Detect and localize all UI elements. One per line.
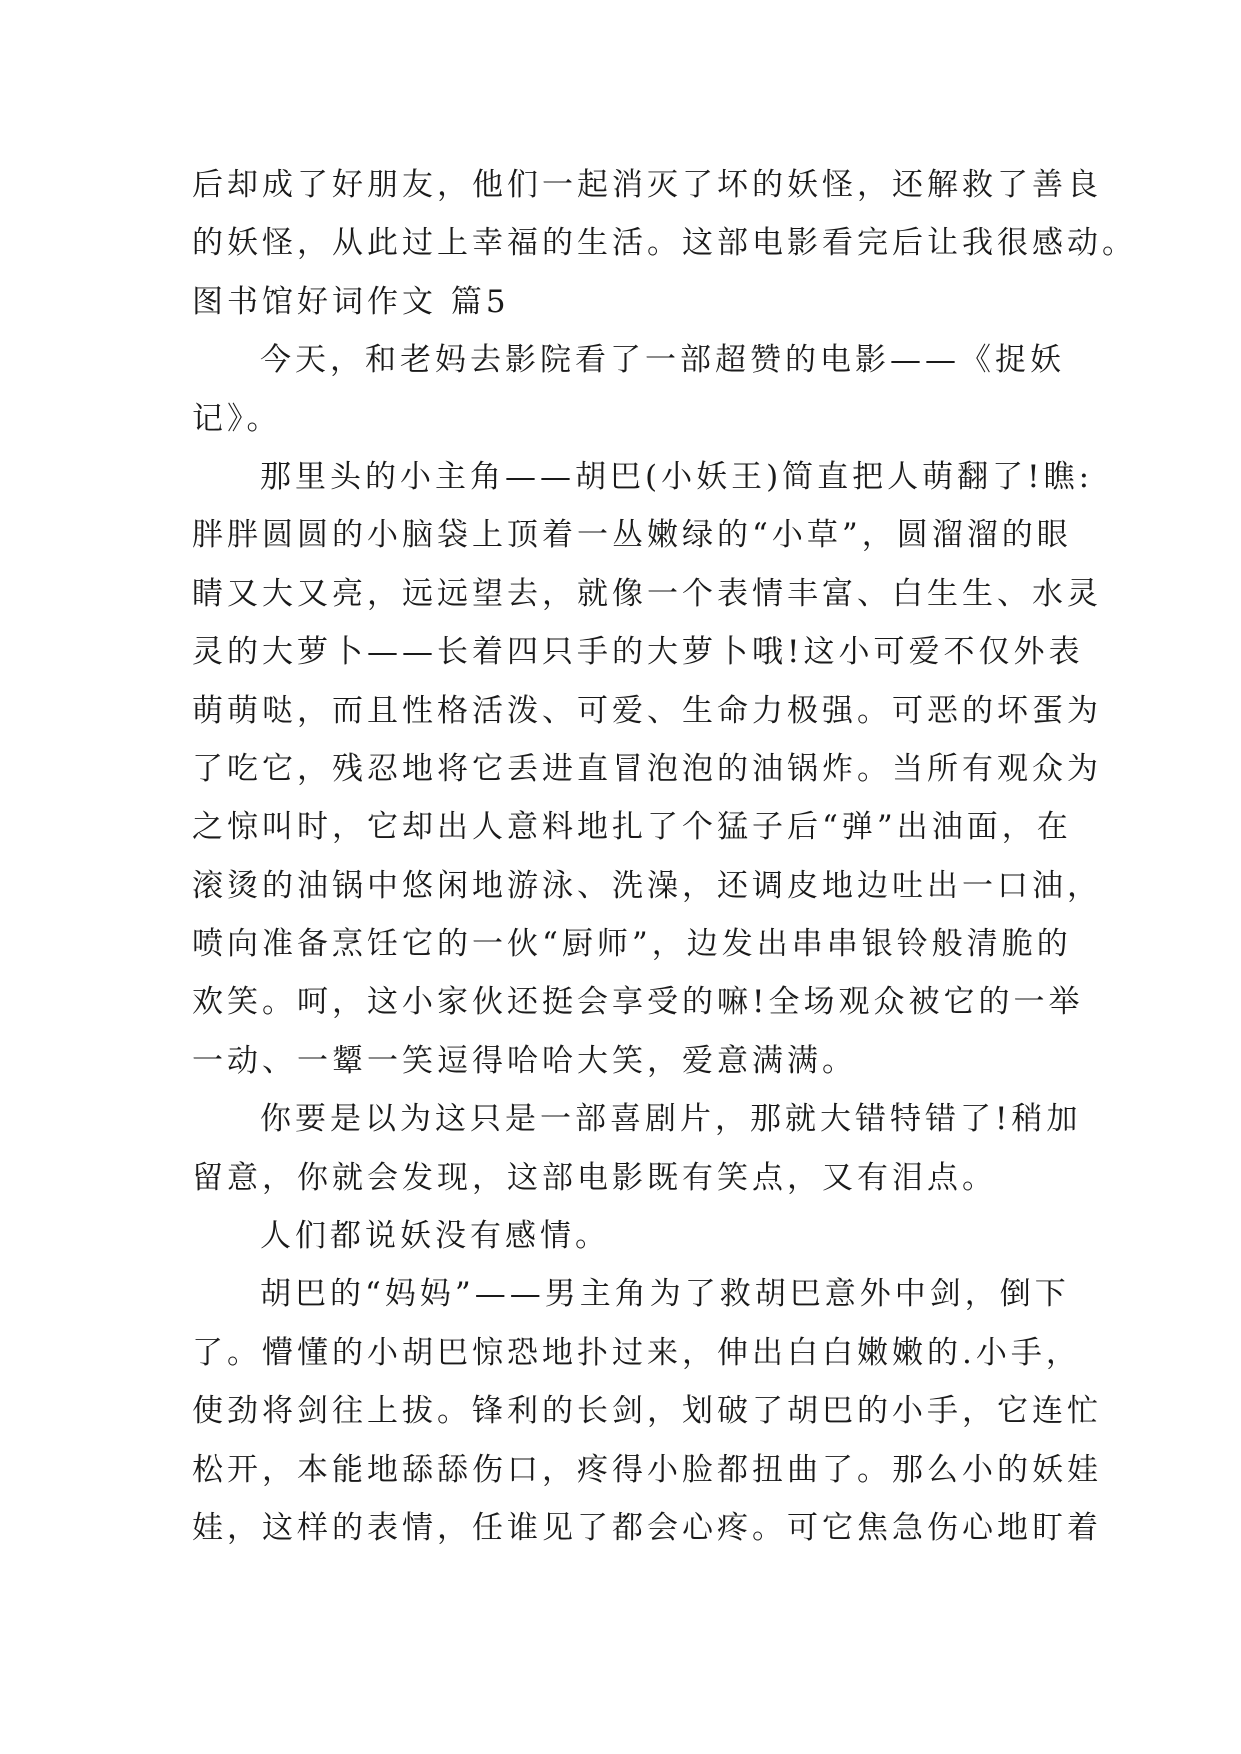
text-line: 之惊叫时，它却出人意料地扎了个猛子后“弹”出油面，在	[192, 809, 1072, 846]
text-line: 娃，这样的表情，任谁见了都会心疼。可它焦急伤心地盯着	[192, 1509, 1102, 1546]
text-line: 记》。	[192, 400, 282, 437]
text-line: 灵的大萝卜——长着四只手的大萝卜哦!这小可爱不仅外表	[192, 634, 1084, 671]
section-heading: 图书馆好词作文 篇5	[192, 283, 510, 320]
text-line: 了。懵懂的小胡巴惊恐地扑过来，伸出白白嫩嫩的.小手，	[192, 1334, 1081, 1371]
text-line: 睛又大又亮，远远望去，就像一个表情丰富、白生生、水灵	[192, 575, 1102, 612]
text-line: 胖胖圆圆的小脑袋上顶着一丛嫩绿的“小草”，圆溜溜的眼	[192, 517, 1072, 554]
document-body	[192, 156, 1137, 1557]
text-line: 你要是以为这只是一部喜剧片，那就大错特错了!稍加	[260, 1101, 1082, 1138]
text-line: 那里头的小主角——胡巴(小妖王)简直把人萌翻了!瞧:	[260, 458, 1094, 495]
text-line: 一动、一颦一笑逗得哈哈大笑，爱意满满。	[192, 1042, 857, 1079]
text-line: 喷向准备烹饪它的一伙“厨师”，边发出串串银铃般清脆的	[192, 926, 1072, 963]
text-line: 留意，你就会发现，这部电影既有笑点，又有泪点。	[192, 1159, 997, 1196]
text-line: 了吃它，残忍地将它丢进直冒泡泡的油锅炸。当所有观众为	[192, 750, 1102, 787]
text-line: 滚烫的油锅中悠闲地游泳、洗澡，还调皮地边吐出一口油，	[192, 867, 1102, 904]
text-line: 今天，和老妈去影院看了一部超赞的电影——《捉妖	[260, 342, 1065, 379]
text-line: 萌萌哒，而且性格活泼、可爱、生命力极强。可恶的坏蛋为	[192, 692, 1102, 729]
text-line: 欢笑。呵，这小家伙还挺会享受的嘛!全场观众被它的一举	[192, 984, 1084, 1021]
text-line: 后却成了好朋友，他们一起消灭了坏的妖怪，还解救了善良	[192, 167, 1102, 203]
text-line: 胡巴的“妈妈”——男主角为了救胡巴意外中剑，倒下	[260, 1276, 1070, 1313]
text-line: 人们都说妖没有感情。	[260, 1218, 610, 1255]
text-line: 松开，本能地舔舔伤口，疼得小脸都扭曲了。那么小的妖娃	[192, 1451, 1102, 1488]
text-line: 的妖怪，从此过上幸福的生活。这部电影看完后让我很感动。	[192, 225, 1137, 262]
text-line: 使劲将剑往上拔。锋利的长剑，划破了胡巴的小手，它连忙	[192, 1393, 1102, 1430]
